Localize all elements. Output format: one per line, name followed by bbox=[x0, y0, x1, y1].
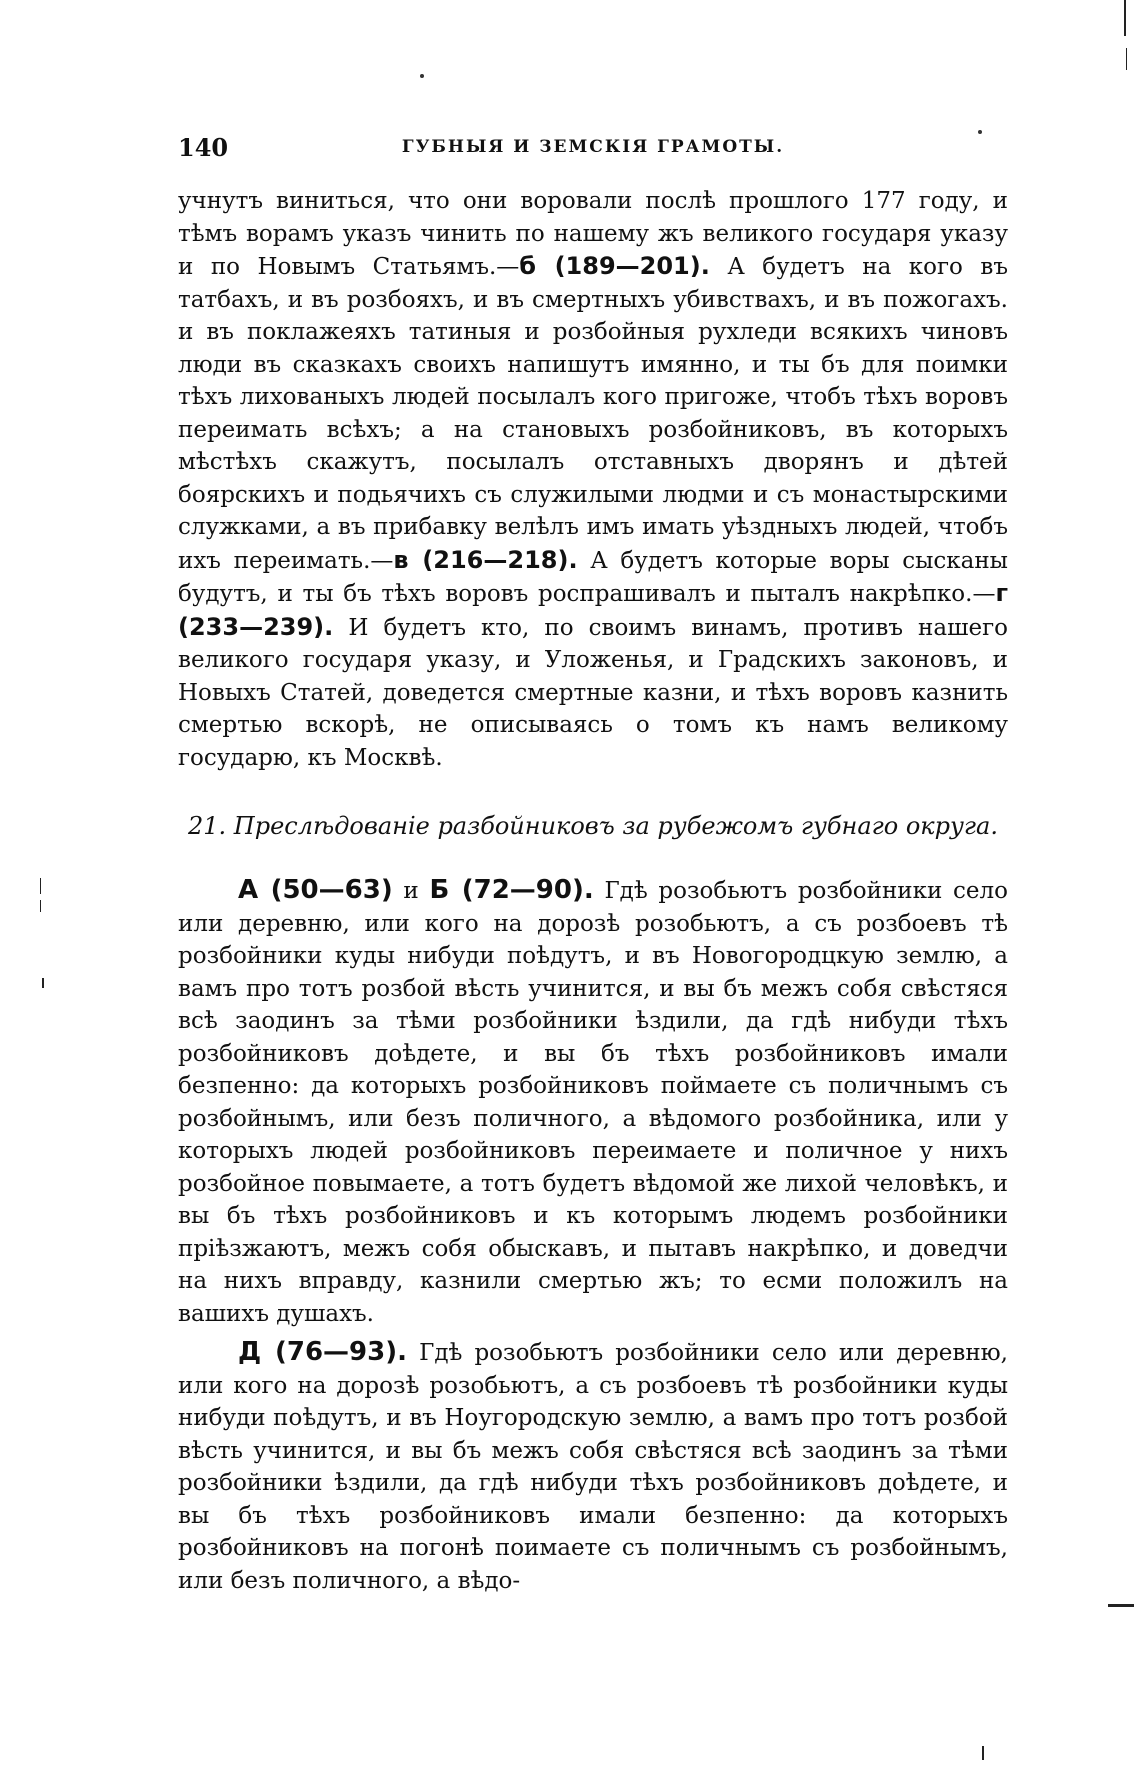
para1-reference-v: в (216—218). bbox=[393, 545, 578, 574]
paragraph-d bbox=[178, 1336, 1008, 1597]
para1-reference-g: г (233—239). bbox=[178, 579, 1008, 641]
scan-dot-top bbox=[420, 74, 424, 78]
para1-text-2: А будетъ на кого въ татбахъ, и въ розбояхъ, и въ смертныхъ убивствахъ, и въ пожогахъ. и въ поклажеяхъ татиныя и розбойныя рухледи всякихъ чиновъ люди въ сказкахъ своихъ напишутъ имянно, и ты бъ для поимки тѣхъ лихованыхъ людей посылалъ кого пригоже, чтобъ тѣхъ воровъ переимать всѣхъ; а на становыхъ розбойниковъ, въ которыхъ мѣстѣхъ скажутъ, посылалъ отставныхъ дворянъ и дѣтей боярскихъ и подьячихъ съ служилыми людми и съ монастырскими служками, а въ прибавку велѣлъ имъ имать уѣздныхъ людей, чтобъ ихъ переимать.— bbox=[178, 254, 1008, 574]
book-page bbox=[178, 125, 1008, 1597]
para1-text-4: И будетъ кто, по своимъ винамъ, противъ нашего великого государя указу, и Уложенья, и Градскихъ законовъ, и Новыхъ Статей, доведется смертные казни, и тѣхъ воровъ казнить смертью вскорѣ, не описываясь о томъ къ намъ великому государю, къ Москвѣ. bbox=[178, 614, 1008, 771]
section-heading: 21. Преслѣдованіе разбойниковъ за рубежомъ губнаго округа. bbox=[188, 812, 998, 840]
scan-dash-right bbox=[1108, 1604, 1134, 1607]
para1-reference-b: б (189—201). bbox=[519, 252, 710, 280]
running-title: ГУБНЫЯ И ЗЕМСКІЯ ГРАМОТЫ. bbox=[401, 137, 785, 157]
scan-mark-left-3 bbox=[42, 978, 44, 988]
para2-reference-a: А (50—63) bbox=[238, 875, 393, 905]
scan-edge-line-right-mid bbox=[1126, 48, 1127, 70]
scan-edge-line-top-right bbox=[1124, 0, 1126, 36]
running-head bbox=[178, 125, 1008, 165]
paragraph-ab bbox=[178, 874, 1008, 1330]
page-number: 140 bbox=[178, 133, 229, 162]
scan-mark-bottom bbox=[982, 1746, 984, 1760]
para2-reference-b: Б (72—90). bbox=[429, 875, 594, 905]
para3-reference-d: Д (76—93). bbox=[238, 1337, 407, 1367]
para1-text-3: А будетъ которые воры сысканы будутъ, и ты бъ тѣхъ воровъ роспрашивалъ и пыталъ накрѣпко.— bbox=[178, 547, 1008, 607]
scan-mark-left-1 bbox=[40, 878, 41, 894]
scan-mark-left-2 bbox=[40, 900, 41, 912]
para2-text: Гдѣ розобьютъ розбойники село или деревню, или кого на дорозѣ розобьютъ, а съ розбоевъ тѣ розбойники куды нибуди поѣдутъ, и въ Новогородцкую землю, а вамъ про тотъ розбой вѣсть учинится, и вы бъ межъ собя свѣстяся всѣ заодинъ за тѣми розбойники ѣздили, да гдѣ нибуди тѣхъ розбойниковъ доѣдете, и вы бъ тѣхъ розбойниковъ имали безпенно: да которыхъ розбойниковъ поймаете съ поличнымъ съ розбойнымъ, или безъ поличного, а вѣдомого розбойника, или у которыхъ людей розбойниковъ переимаете и поличное у нихъ розбойное повымаете, а тотъ будетъ вѣдомой же лихой человѣкъ, и вы бъ тѣхъ розбойниковъ и къ которымъ людемъ розбойники пріѣзжаютъ, межъ собя обыскавъ, и пытавъ накрѣпко, и доведчи на нихъ вправду, казнили смертью жъ; то есми положилъ на вашихъ душахъ. bbox=[178, 878, 1008, 1327]
para2-conjunction: и bbox=[392, 878, 430, 904]
paragraph-continuation bbox=[178, 185, 1008, 774]
para3-text: Гдѣ розобьютъ розбойники село или деревню, или кого на дорозѣ розобьютъ, а съ розбоевъ тѣ розбойники куды нибуди поѣдутъ, и въ Ноугородскую землю, а вамъ про тотъ розбой вѣсть учинится, и вы бъ межъ собя свѣстяся всѣ заодинъ за тѣми розбойники ѣздили, да гдѣ нибуди тѣхъ розбойниковъ доѣдете, и вы бъ тѣхъ розбойниковъ имали безпенно: да которыхъ розбойниковъ на погонѣ поимаете съ поличнымъ съ розбойнымъ, или безъ поличного, а вѣдо- bbox=[178, 1340, 1008, 1594]
para1-text-1: учнутъ виниться, что они воровали послѣ прошлого 177 году, и тѣмъ ворамъ указъ чинить по нашему жъ великого государя указу и по Новымъ Статьямъ.— bbox=[178, 188, 1008, 280]
